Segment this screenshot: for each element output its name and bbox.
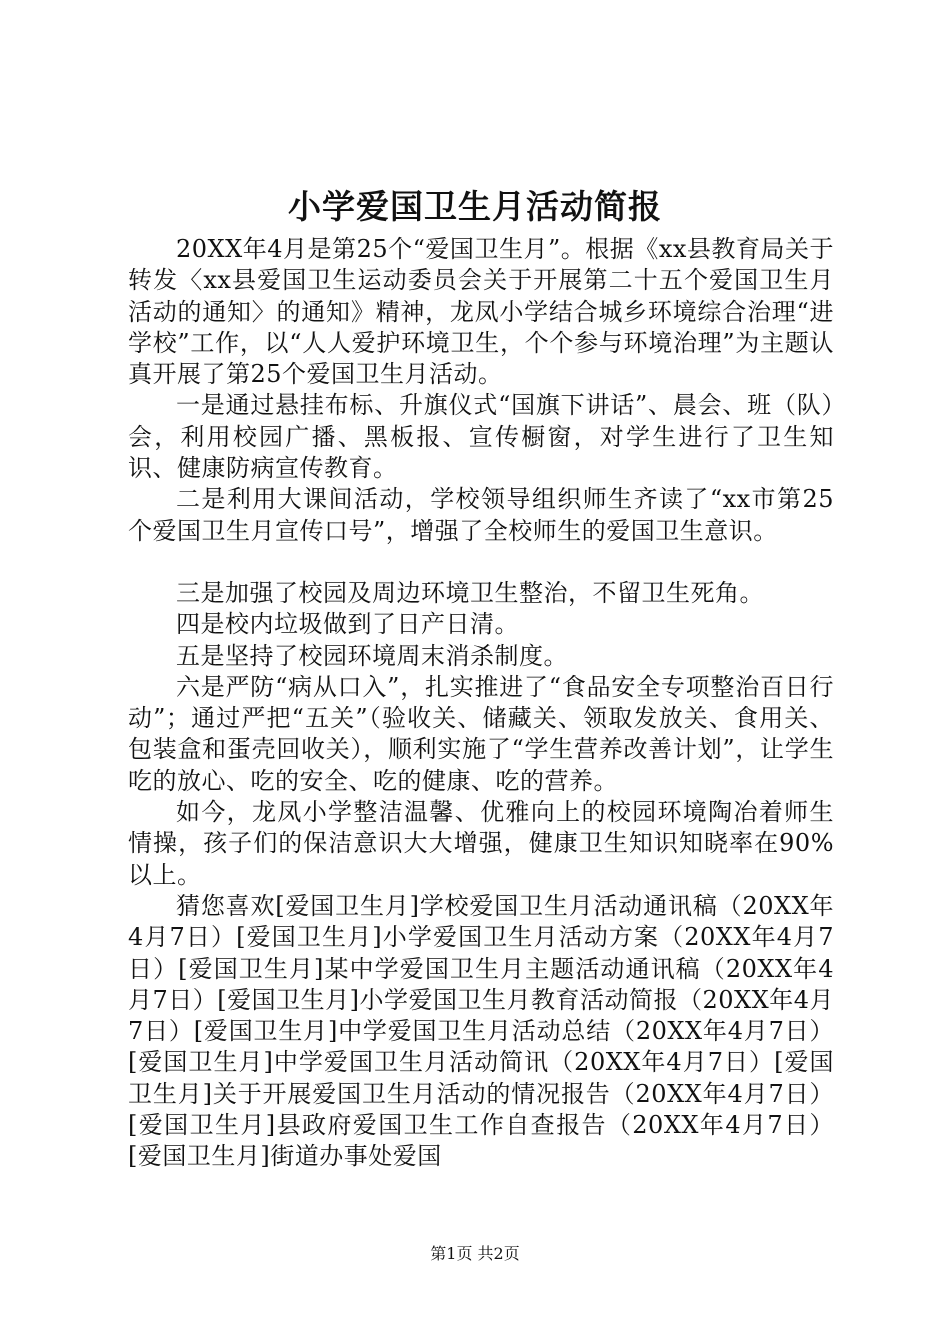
document-body (128, 234, 834, 1173)
paragraph-item-5: 五是坚持了校园环境周末消杀制度。 (176, 641, 568, 670)
paragraph-item-6: 六是严防“病从口入”，扎实推进了“食品安全专项整治百日行动”；通过严把“五关”（验收关、储藏关、领取发放关、食用关、包装盒和蛋壳回收关），顺利实施了“学生营养改善计划”，让学生吃的放心、吃的安全、吃的健康、吃的营养。 (128, 672, 834, 795)
paragraph-related-links: 猜您喜欢[爱国卫生月]学校爱国卫生月活动通讯稿（20XX年4月7日）[爱国卫生月]小学爱国卫生月活动方案（20XX年4月7日）[爱国卫生月]某中学爱国卫生月主题活动通讯稿（20XX年4月7日）[爱国卫生月]小学爱国卫生月教育活动简报（20XX年4月7日）[爱国卫生月]中学爱国卫生月活动总结（20XX年4月7日）[爱国卫生月]中学爱国卫生月活动简讯（20XX年4月7日）[爱国卫生月]关于开展爱国卫生月活动的情况报告（20XX年4月7日）[爱国卫生月]县政府爱国卫生工作自查报告（20XX年4月7日）[爱国卫生月]街道办事处爱国 (128, 891, 834, 1171)
paragraph-item-3: 三是加强了校园及周边环境卫生整治，不留卫生死角。 (176, 578, 764, 607)
paragraph-item-4: 四是校内垃圾做到了日产日清。 (176, 610, 519, 639)
paragraph-item-2: 二是利用大课间活动，学校领导组织师生齐读了“xx市第25个爱国卫生月宣传口号”，增强了全校师生的爱国卫生意识。 (128, 485, 834, 545)
paragraph-conclusion: 如今，龙凤小学整洁温馨、优雅向上的校园环境陶冶着师生情操，孩子们的保洁意识大大增强，健康卫生知识知晓率在90%以上。 (128, 798, 834, 889)
paragraph-intro: 20XX年4月是第25个“爱国卫生月”。根据《xx县教育局关于转发〈xx县爱国卫生运动委员会关于开展第二十五个爱国卫生月活动的通知〉的通知》精神，龙凤小学结合城乡环境综合治理“进学校”工作，以“人人爱护环境卫生，个个参与环境治理”为主题认真开展了第25个爱国卫生月活动。 (128, 235, 834, 389)
paragraph-item-1: 一是通过悬挂布标、升旗仪式“国旗下讲话”、晨会、班（队）会，利用校园广播、黑板报、宣传橱窗，对学生进行了卫生知识、健康防病宣传教育。 (128, 391, 834, 483)
document-title: 小学爱国卫生月活动简报 (288, 187, 662, 226)
page-number: 第1页 共2页 (430, 1244, 520, 1263)
